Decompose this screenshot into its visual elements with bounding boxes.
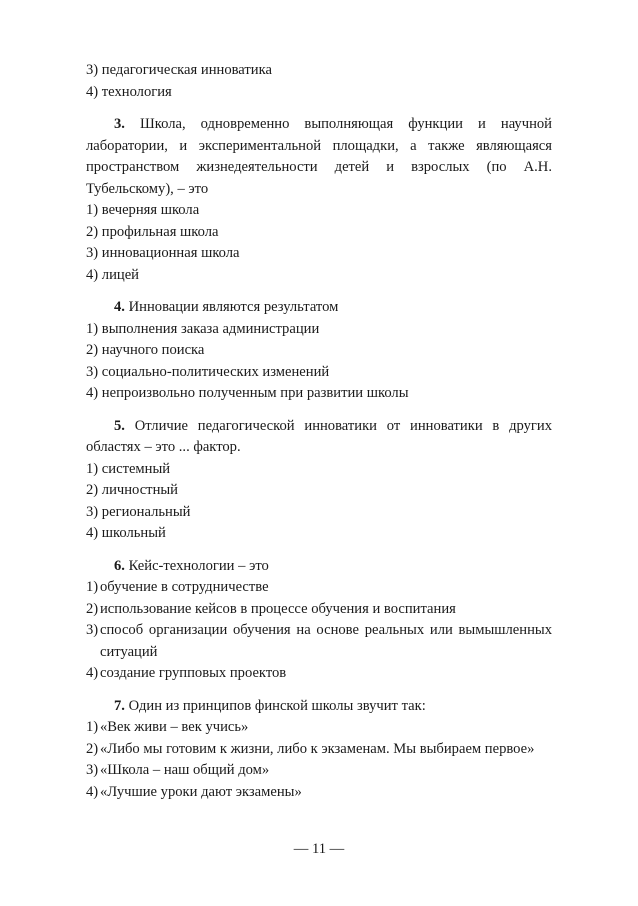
option-text: создание групповых проектов bbox=[100, 665, 287, 681]
option-number: 1) bbox=[86, 579, 99, 595]
q3-option-1: 1) вечерняя школа bbox=[86, 202, 200, 218]
option-text: «Либо мы готовим к жизни, либо к экзаменам. Мы выбираем первое» bbox=[100, 740, 535, 757]
question-number: 3. bbox=[114, 116, 125, 132]
option-number: 4) bbox=[86, 783, 99, 800]
option-number: 3) bbox=[86, 762, 99, 778]
q7-option-3 bbox=[86, 760, 552, 782]
q4-option-2: 2) научного поиска bbox=[86, 342, 205, 358]
q6-option-4 bbox=[86, 663, 552, 685]
q7-option-2 bbox=[86, 739, 552, 761]
q7-option-4 bbox=[86, 782, 552, 804]
question-6 bbox=[86, 556, 552, 578]
question-number: 4. bbox=[114, 299, 125, 315]
option-4: 4) технология bbox=[86, 83, 172, 100]
question-number: 5. bbox=[114, 417, 125, 434]
question-text: Отличие педагогической инноватики от инноватики в других областях – это ... фактор. bbox=[86, 417, 552, 455]
option-number: 2) bbox=[86, 740, 99, 757]
option-text: «Век живи – век учись» bbox=[100, 719, 249, 735]
q6-option-2 bbox=[86, 599, 552, 621]
page-number: — 11 — bbox=[293, 841, 345, 857]
q5-option-2: 2) личностный bbox=[86, 482, 178, 498]
q7-option-1 bbox=[86, 717, 552, 739]
q4-option-3: 3) социально-политических изменений bbox=[86, 363, 330, 380]
option-number: 3) bbox=[86, 622, 99, 638]
question-7 bbox=[86, 696, 552, 718]
option-3: 3) педагогическая инноватика bbox=[86, 62, 272, 78]
question-number: 6. bbox=[114, 557, 125, 574]
option-number: 1) bbox=[86, 719, 99, 735]
option-text: обучение в сотрудничестве bbox=[100, 579, 269, 595]
q4-option-4: 4) непроизвольно полученным при развитии школы bbox=[86, 385, 409, 401]
option-number: 2) bbox=[86, 600, 99, 617]
q4-option-1: 1) выполнения заказа администрации bbox=[86, 320, 320, 337]
question-text: Школа, одновременно выполняющая функции и научной лаборатории, и экспериментальной площадки, а также являющаяся пространством жизнедеятельности детей и взрослых (по А.Н. Тубельскому), – это bbox=[86, 116, 552, 197]
q5-option-3: 3) региональный bbox=[86, 503, 191, 520]
q3-option-4: 4) лицей bbox=[86, 266, 139, 283]
question-4 bbox=[86, 297, 552, 319]
option-text: способ организации обучения на основе реальных или вымышленных ситуаций bbox=[100, 622, 552, 660]
option-text: использование кейсов в процессе обучения и воспитания bbox=[100, 600, 456, 617]
option-number: 4) bbox=[86, 665, 99, 681]
q3-option-2: 2) профильная школа bbox=[86, 223, 219, 240]
question-text: Один из принципов финской школы звучит так: bbox=[128, 697, 426, 714]
question-text: Инновации являются результатом bbox=[128, 299, 339, 315]
question-5 bbox=[86, 416, 552, 459]
q6-option-1 bbox=[86, 577, 552, 599]
question-3 bbox=[86, 114, 552, 200]
question-text: Кейс-технологии – это bbox=[128, 557, 269, 574]
option-text: «Школа – наш общий дом» bbox=[100, 762, 270, 778]
option-text: «Лучшие уроки дают экзамены» bbox=[100, 783, 302, 800]
q3-option-3: 3) инновационная школа bbox=[86, 245, 240, 261]
q5-option-1: 1) системный bbox=[86, 460, 171, 477]
q6-option-3 bbox=[86, 620, 552, 663]
q5-option-4: 4) школьный bbox=[86, 525, 166, 541]
document-page bbox=[86, 60, 552, 803]
question-number: 7. bbox=[114, 697, 125, 714]
